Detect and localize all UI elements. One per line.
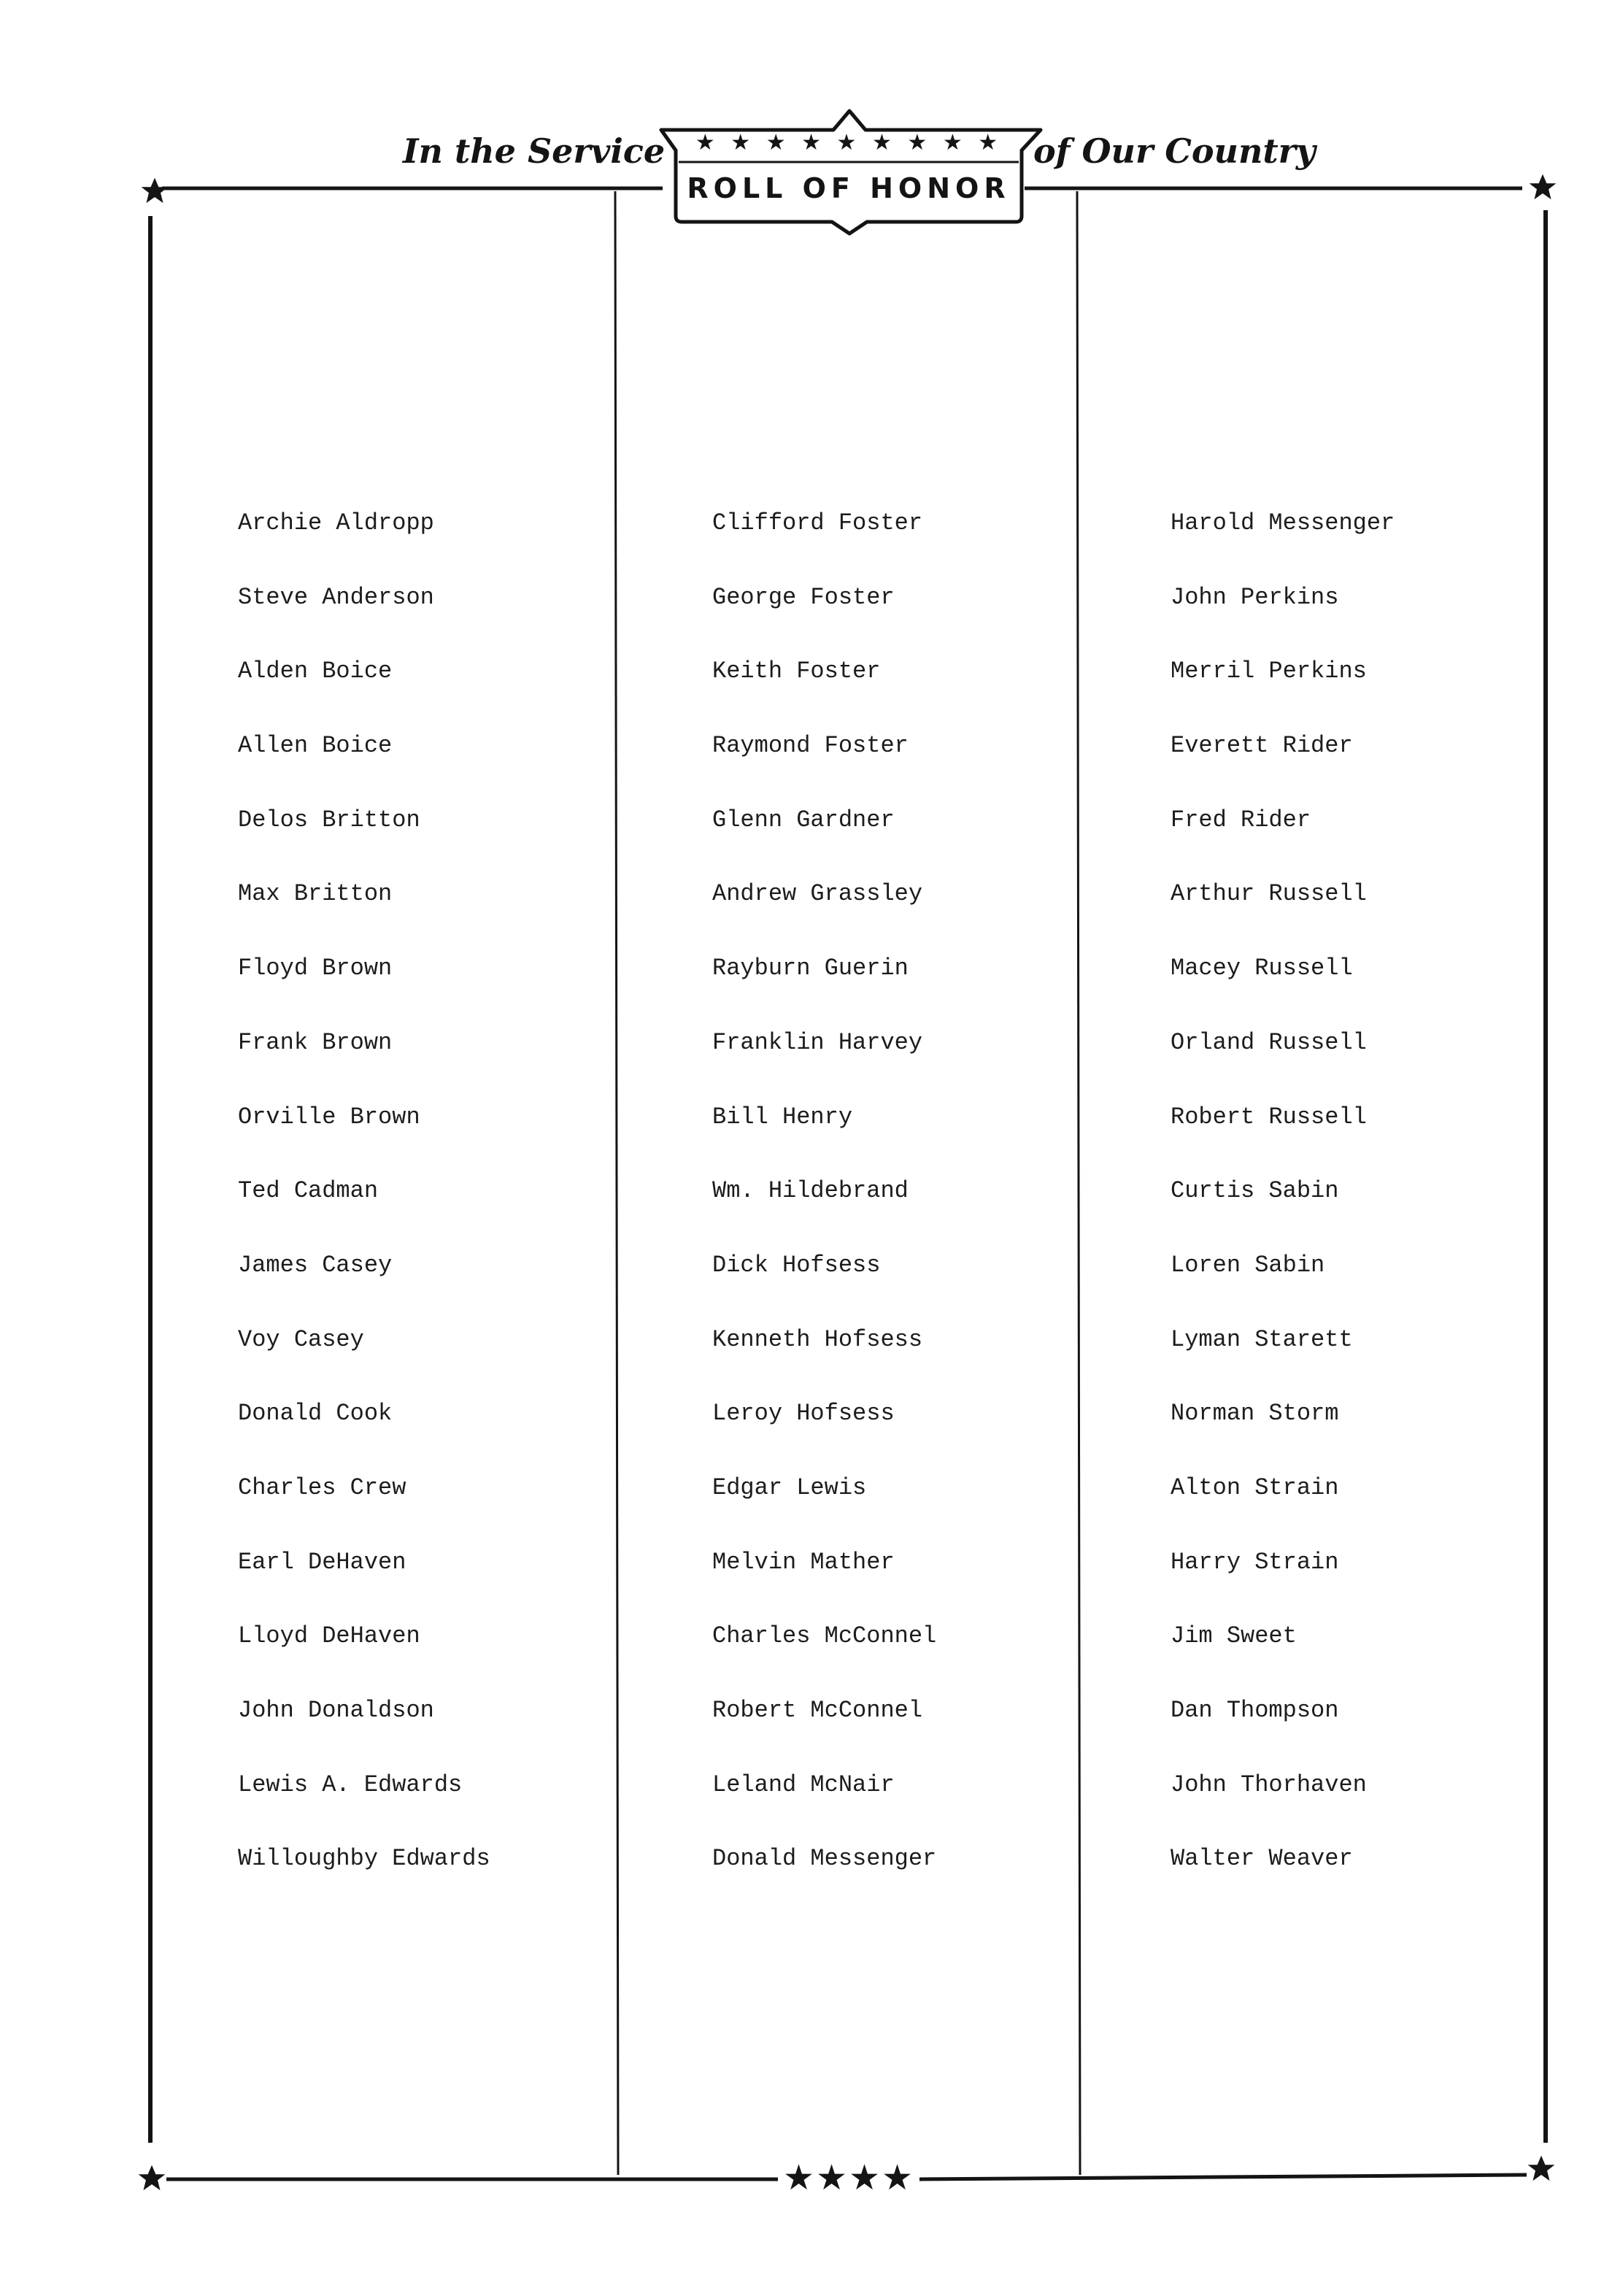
honoree-name: George Foster — [712, 583, 895, 611]
honoree-name: Fred Rider — [1171, 806, 1311, 833]
honoree-name: Steve Anderson — [238, 583, 434, 611]
honoree-name: Arthur Russell — [1171, 880, 1367, 908]
honoree-name: Orland Russell — [1171, 1028, 1367, 1056]
honoree-name: Orville Brown — [238, 1103, 420, 1130]
star-icon — [1528, 2156, 1555, 2181]
star-icon — [1530, 174, 1557, 200]
honoree-name: Edgar Lewis — [712, 1473, 867, 1501]
honoree-name: James Casey — [238, 1251, 393, 1279]
bottom-rule-right — [919, 2175, 1527, 2179]
name-column-1 — [238, 504, 647, 1914]
honoree-name: Franklin Harvey — [712, 1028, 923, 1056]
honoree-name: John Donaldson — [238, 1697, 434, 1724]
title-right: of Our Country — [1033, 131, 1316, 171]
honoree-name: Leroy Hofsess — [712, 1400, 895, 1428]
honoree-name: Merril Perkins — [1171, 658, 1367, 685]
footer-stars: ★★★★ — [782, 2157, 915, 2198]
honoree-name: Lloyd DeHaven — [238, 1622, 420, 1650]
honoree-name: Everett Rider — [1171, 732, 1353, 760]
honoree-name: Curtis Sabin — [1171, 1177, 1339, 1205]
honoree-name: Rayburn Guerin — [712, 955, 909, 982]
honoree-name: Voy Casey — [238, 1325, 364, 1353]
star-icon — [142, 178, 169, 204]
honoree-name: Walter Weaver — [1171, 1845, 1353, 1873]
honoree-name: Jim Sweet — [1171, 1622, 1297, 1650]
honoree-name: Keith Foster — [712, 658, 881, 685]
honoree-name: Robert McConnel — [712, 1697, 923, 1724]
honoree-name: Robert Russell — [1171, 1103, 1367, 1130]
honoree-name: Lyman Starett — [1171, 1325, 1353, 1353]
honoree-name: Glenn Gardner — [712, 806, 895, 833]
honoree-name: John Perkins — [1171, 583, 1339, 611]
honoree-name: Lewis A. Edwards — [238, 1771, 463, 1798]
honoree-name: Allen Boice — [238, 732, 393, 760]
honoree-name: Charles McConnel — [712, 1622, 937, 1650]
honoree-name: Leland McNair — [712, 1771, 895, 1798]
honoree-name: Harry Strain — [1171, 1548, 1339, 1576]
banner-label: ROLL OF HONOR — [687, 172, 1011, 204]
honoree-name: Clifford Foster — [712, 509, 923, 536]
name-column-3 — [1171, 504, 1579, 1914]
honoree-name: Archie Aldropp — [238, 509, 434, 536]
honoree-name: Melvin Mather — [712, 1548, 895, 1576]
honoree-name: Raymond Foster — [712, 732, 909, 760]
honoree-name: Harold Messenger — [1171, 509, 1395, 536]
honoree-name: Earl DeHaven — [238, 1548, 406, 1576]
honoree-name: Donald Cook — [238, 1400, 393, 1428]
honoree-name: Loren Sabin — [1171, 1251, 1325, 1279]
honoree-name: Donald Messenger — [712, 1845, 937, 1873]
honoree-name: Dan Thompson — [1171, 1697, 1339, 1724]
honoree-name: Wm. Hildebrand — [712, 1177, 909, 1205]
honoree-name: Macey Russell — [1171, 955, 1353, 982]
banner-stars: ★ ★ ★ ★ ★ ★ ★ ★ ★ — [695, 130, 1003, 155]
honoree-name: Charles Crew — [238, 1473, 406, 1501]
honoree-name: Ted Cadman — [238, 1177, 379, 1205]
honoree-name: John Thorhaven — [1171, 1771, 1367, 1798]
honoree-name: Max Britton — [238, 880, 393, 908]
honoree-name: Delos Britton — [238, 806, 420, 833]
honoree-name: Frank Brown — [238, 1028, 393, 1056]
honoree-name: Kenneth Hofsess — [712, 1325, 923, 1353]
title-left: In the Service — [403, 131, 666, 171]
honoree-name: Alton Strain — [1171, 1473, 1339, 1501]
star-icon — [139, 2165, 166, 2191]
honoree-name: Alden Boice — [238, 658, 393, 685]
name-column-2 — [712, 504, 1121, 1914]
honoree-name: Dick Hofsess — [712, 1251, 881, 1279]
honoree-name: Bill Henry — [712, 1103, 853, 1130]
honoree-name: Norman Storm — [1171, 1400, 1339, 1428]
honoree-name: Floyd Brown — [238, 955, 393, 982]
honoree-name: Andrew Grassley — [712, 880, 923, 908]
honoree-name: Willoughby Edwards — [238, 1845, 490, 1873]
